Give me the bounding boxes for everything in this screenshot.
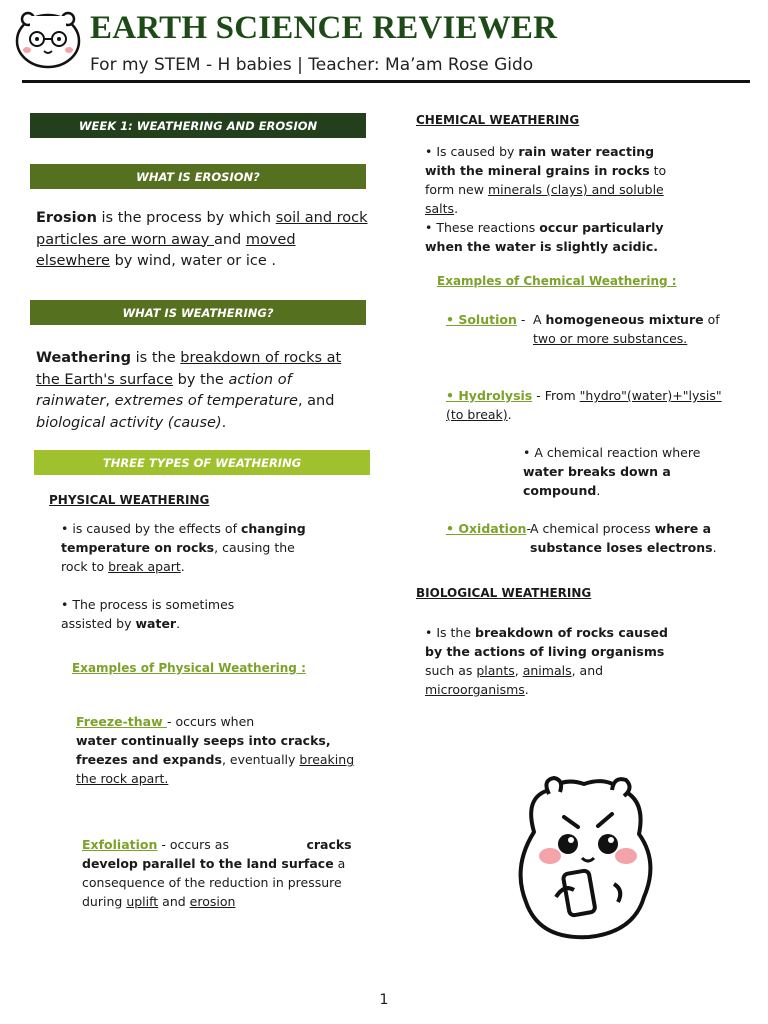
exfoliation-description: cracks develop parallel to the land surface a consequence of the reduction in pressure during uplift and erosion [82, 837, 352, 909]
solution-label: • Solution - [446, 312, 526, 327]
header-divider [22, 80, 750, 83]
hamster-logo-icon [14, 8, 82, 70]
hamster-illustration-icon [494, 772, 674, 947]
page-title: EARTH SCIENCE REVIEWER [90, 10, 558, 46]
page-subtitle: For my STEM - H babies | Teacher: Ma’am Rose Gido [90, 55, 534, 75]
oxidation-label: • Oxidation- [446, 521, 531, 536]
biological-weathering-heading: BIOLOGICAL WEATHERING [416, 586, 592, 600]
chemical-bullet-1: • Is caused by rain water reacting with the mineral grains in rocks to form new minerals (clays) and soluble salts. [425, 144, 667, 216]
physical-bullet-2: • The process is sometimes assisted by water. [61, 597, 235, 631]
hydrolysis-bullet: • A chemical reaction where water breaks down a compound. [523, 445, 701, 498]
hydrolysis-description: • Hydrolysis - From "hydro"(water)+"lysis"(to break). [446, 388, 722, 422]
chemical-bullet-2: • These reactions occur particularly when the water is slightly acidic. [425, 220, 664, 254]
exfoliation-label: Exfoliation - occurs as [82, 837, 229, 852]
biological-bullet-1: • Is the breakdown of rocks caused by the actions of living organisms such as plants, animals, and microorganisms. [425, 625, 668, 697]
freeze-thaw-label: Freeze-thaw - occurs when [76, 714, 255, 729]
physical-bullet-1: • is caused by the effects of changing temperature on rocks, causing the rock to break apart. [61, 521, 306, 574]
oxidation-description: A chemical process where a substance loses electrons. [530, 521, 717, 555]
erosion-definition: Erosion is the process by which soil and rock particles are worn away and moved elsewhere by wind, water or ice . [36, 210, 368, 269]
chemical-examples-heading: Examples of Chemical Weathering : [437, 274, 677, 288]
freeze-thaw-description: water continually seeps into cracks, freezes and expands, eventually breaking the rock apart. [76, 733, 355, 786]
physical-examples-heading: Examples of Physical Weathering : [72, 661, 306, 675]
weathering-definition: Weathering is the breakdown of rocks at the Earth's surface by the action of rainwater, extremes of temperature, and biological activity (cause). [36, 350, 342, 431]
physical-weathering-heading: PHYSICAL WEATHERING [49, 493, 210, 507]
types-banner: THREE TYPES OF WEATHERING [34, 450, 370, 475]
solution-description: A homogeneous mixture of two or more substances. [533, 312, 720, 346]
erosion-banner: WHAT IS EROSION? [30, 164, 366, 189]
chemical-weathering-heading: CHEMICAL WEATHERING [416, 113, 580, 127]
page-number: 1 [379, 992, 389, 1008]
week-banner: WEEK 1: WEATHERING AND EROSION [30, 113, 366, 138]
weathering-banner: WHAT IS WEATHERING? [30, 300, 366, 325]
